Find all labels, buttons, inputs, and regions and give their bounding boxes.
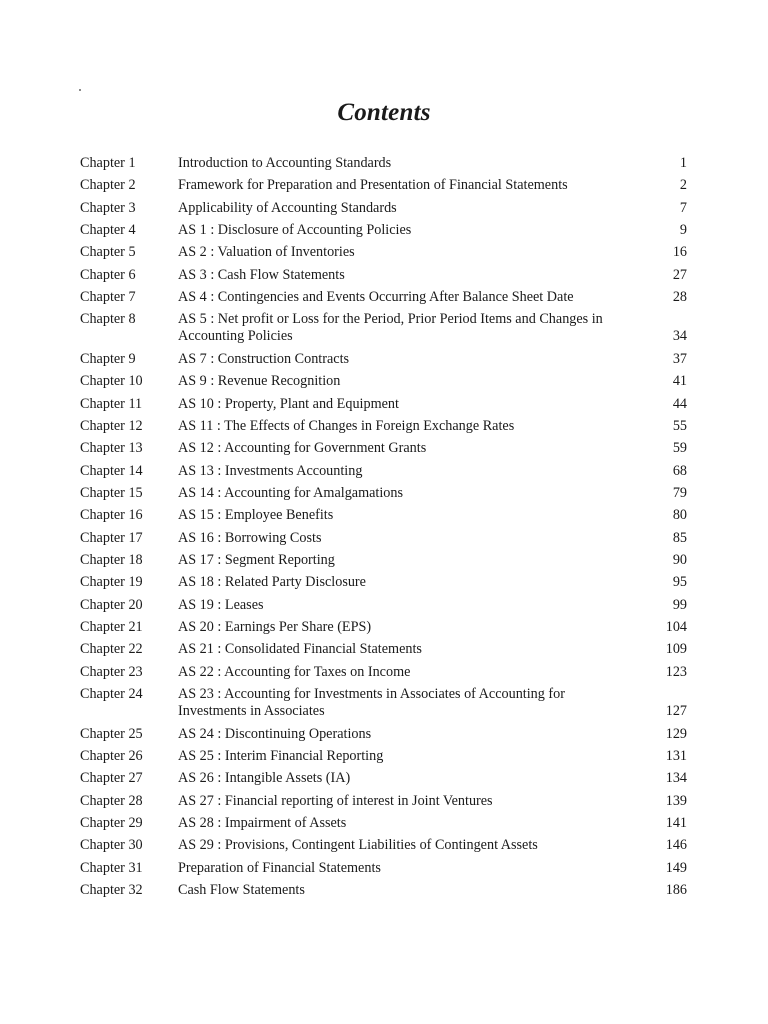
toc-entry [80,723,687,745]
chapter-title: AS 27 : Financial reporting of interest in Joint Ventures [178,792,493,809]
page-number: 186 [665,881,687,898]
chapter-title: AS 11 : The Effects of Changes in Foreign Exchange Rates [178,417,515,434]
chapter-number: Chapter 14 [80,462,143,479]
page-number: 131 [665,747,687,764]
toc-entry [80,219,687,241]
chapter-title: AS 14 : Accounting for Amalgamations [178,484,404,501]
toc-entry [80,661,687,683]
chapter-number: Chapter 4 [80,222,136,239]
toc-entry [80,482,687,504]
page-number: 129 [665,725,687,742]
chapter-title: Framework for Preparation and Presentation of Financial Statements [178,177,568,194]
toc-entry [80,460,687,482]
page-number: 95 [672,574,687,591]
chapter-number: Chapter 8 [80,311,136,328]
chapter-title: AS 22 : Accounting for Taxes on Income [178,663,411,680]
page-number: 28 [672,289,687,306]
chapter-title: Introduction to Accounting Standards [178,155,392,171]
toc-entry [80,241,687,263]
chapter-number: Chapter 5 [80,244,136,261]
chapter-title: Preparation of Financial Statements [178,859,381,876]
toc-entry [80,370,687,392]
chapter-title: Applicability of Accounting Standards [178,199,397,216]
page-number: 2 [679,177,687,194]
chapter-title: AS 18 : Related Party Disclosure [178,574,366,591]
chapter-title: AS 15 : Employee Benefits [178,507,334,524]
page-number: 34 [672,328,687,345]
chapter-title: AS 24 : Discontinuing Operations [178,725,372,742]
page-number: 99 [672,596,687,613]
toc-entry [80,834,687,856]
chapter-title: AS 16 : Borrowing Costs [178,529,322,546]
page-number: 37 [672,350,687,367]
chapter-number: Chapter 16 [80,507,143,524]
page-number: 59 [672,440,687,457]
page-number: 127 [665,703,687,720]
toc-entry [80,638,687,660]
chapter-number: Chapter 31 [80,859,143,876]
toc-entry [80,504,687,526]
chapter-title: AS 7 : Construction Contracts [178,350,350,367]
chapter-number: Chapter 18 [80,552,143,568]
chapter-title: Cash Flow Statements [178,881,305,898]
chapter-title: AS 10 : Property, Plant and Equipment [178,395,399,412]
stray-mark [79,89,81,91]
chapter-number: Chapter 29 [80,814,143,831]
chapter-number: Chapter 28 [80,792,143,809]
page-number: 109 [665,641,687,658]
chapter-number: Chapter 1 [80,155,136,171]
chapter-number: Chapter 17 [80,529,143,546]
page-number: 9 [679,222,687,239]
chapter-title: AS 1 : Disclosure of Accounting Policies [178,222,412,239]
chapter-number: Chapter 25 [80,725,143,742]
page-number: 7 [679,199,687,216]
chapter-title: AS 4 : Contingencies and Events Occurring After Balance Sheet Date [178,289,574,306]
table-of-contents [80,152,687,901]
chapter-number: Chapter 32 [80,881,143,898]
chapter-number: Chapter 20 [80,596,143,613]
chapter-number: Chapter 13 [80,440,143,457]
toc-entry [80,437,687,459]
chapter-title: AS 29 : Provisions, Contingent Liabilities of Contingent Assets [178,837,538,854]
toc-entry [80,879,687,901]
toc-entry [80,571,687,593]
toc-entry [80,549,687,571]
chapter-number: Chapter 9 [80,350,136,367]
chapter-title: AS 19 : Leases [178,596,264,613]
chapter-title: AS 26 : Intangible Assets (IA) [178,770,351,787]
chapter-number: Chapter 11 [80,395,143,412]
toc-entry [80,308,687,348]
toc-entry [80,745,687,767]
chapter-number: Chapter 27 [80,770,143,787]
toc-entry [80,616,687,638]
toc-entry [80,348,687,370]
toc-entry [80,790,687,812]
chapter-number: Chapter 26 [80,747,143,764]
chapter-number: Chapter 24 [80,686,143,703]
chapter-number: Chapter 10 [80,373,143,390]
chapter-title: AS 17 : Segment Reporting [178,552,335,568]
chapter-title: AS 9 : Revenue Recognition [178,373,341,390]
page-number: 80 [672,507,687,524]
chapter-number: Chapter 7 [80,289,136,306]
chapter-number: Chapter 23 [80,663,143,680]
toc-entry [80,857,687,879]
chapter-title: AS 28 : Impairment of Assets [178,814,347,831]
page-number: 41 [672,373,687,390]
chapter-number: Chapter 6 [80,266,136,283]
chapter-number: Chapter 3 [80,199,136,216]
chapter-number: Chapter 30 [80,837,143,854]
chapter-number: Chapter 15 [80,484,143,501]
chapter-title: AS 12 : Accounting for Government Grants [178,440,427,457]
page-number: 104 [665,619,687,636]
chapter-number: Chapter 12 [80,417,143,434]
toc-entry [80,767,687,789]
chapter-title: AS 13 : Investments Accounting [178,462,363,479]
page-number: 16 [672,244,687,261]
chapter-title: AS 21 : Consolidated Financial Statements [178,641,422,658]
chapter-title: AS 20 : Earnings Per Share (EPS) [178,619,372,636]
chapter-number: Chapter 21 [80,619,143,636]
page-number: 149 [665,859,687,876]
page-number: 90 [672,552,687,568]
toc-entry [80,683,687,723]
chapter-number: Chapter 19 [80,574,143,591]
page-number: 85 [672,529,687,546]
chapter-title: AS 2 : Valuation of Inventories [178,244,355,261]
toc-entry [80,152,687,174]
toc-entry [80,286,687,308]
toc-entry [80,527,687,549]
page-number: 141 [665,814,687,831]
toc-entry [80,812,687,834]
toc-entry [80,197,687,219]
page-number: 1 [679,155,687,171]
page-number: 146 [665,837,687,854]
chapter-title: AS 3 : Cash Flow Statements [178,266,345,283]
page-number: 44 [672,395,687,412]
chapter-title: AS 5 : Net profit or Loss for the Period, Prior Period Items and Changes in Accounting Policies [178,311,603,345]
chapter-number: Chapter 22 [80,641,143,658]
toc-entry [80,264,687,286]
page-title: Contents [337,99,431,126]
page-number: 139 [665,792,687,809]
page-number: 79 [672,484,687,501]
toc-entry [80,594,687,616]
page-number: 123 [665,663,687,680]
page-number: 134 [665,770,687,787]
page-number: 27 [672,266,687,283]
toc-entry [80,174,687,196]
page-number: 55 [672,417,687,434]
toc-entry [80,415,687,437]
chapter-title: AS 25 : Interim Financial Reporting [178,747,384,764]
page-number: 68 [672,462,687,479]
toc-entry [80,393,687,415]
chapter-title: AS 23 : Accounting for Investments in Associates of Accounting for Investments in Associates [178,686,565,720]
chapter-number: Chapter 2 [80,177,136,194]
